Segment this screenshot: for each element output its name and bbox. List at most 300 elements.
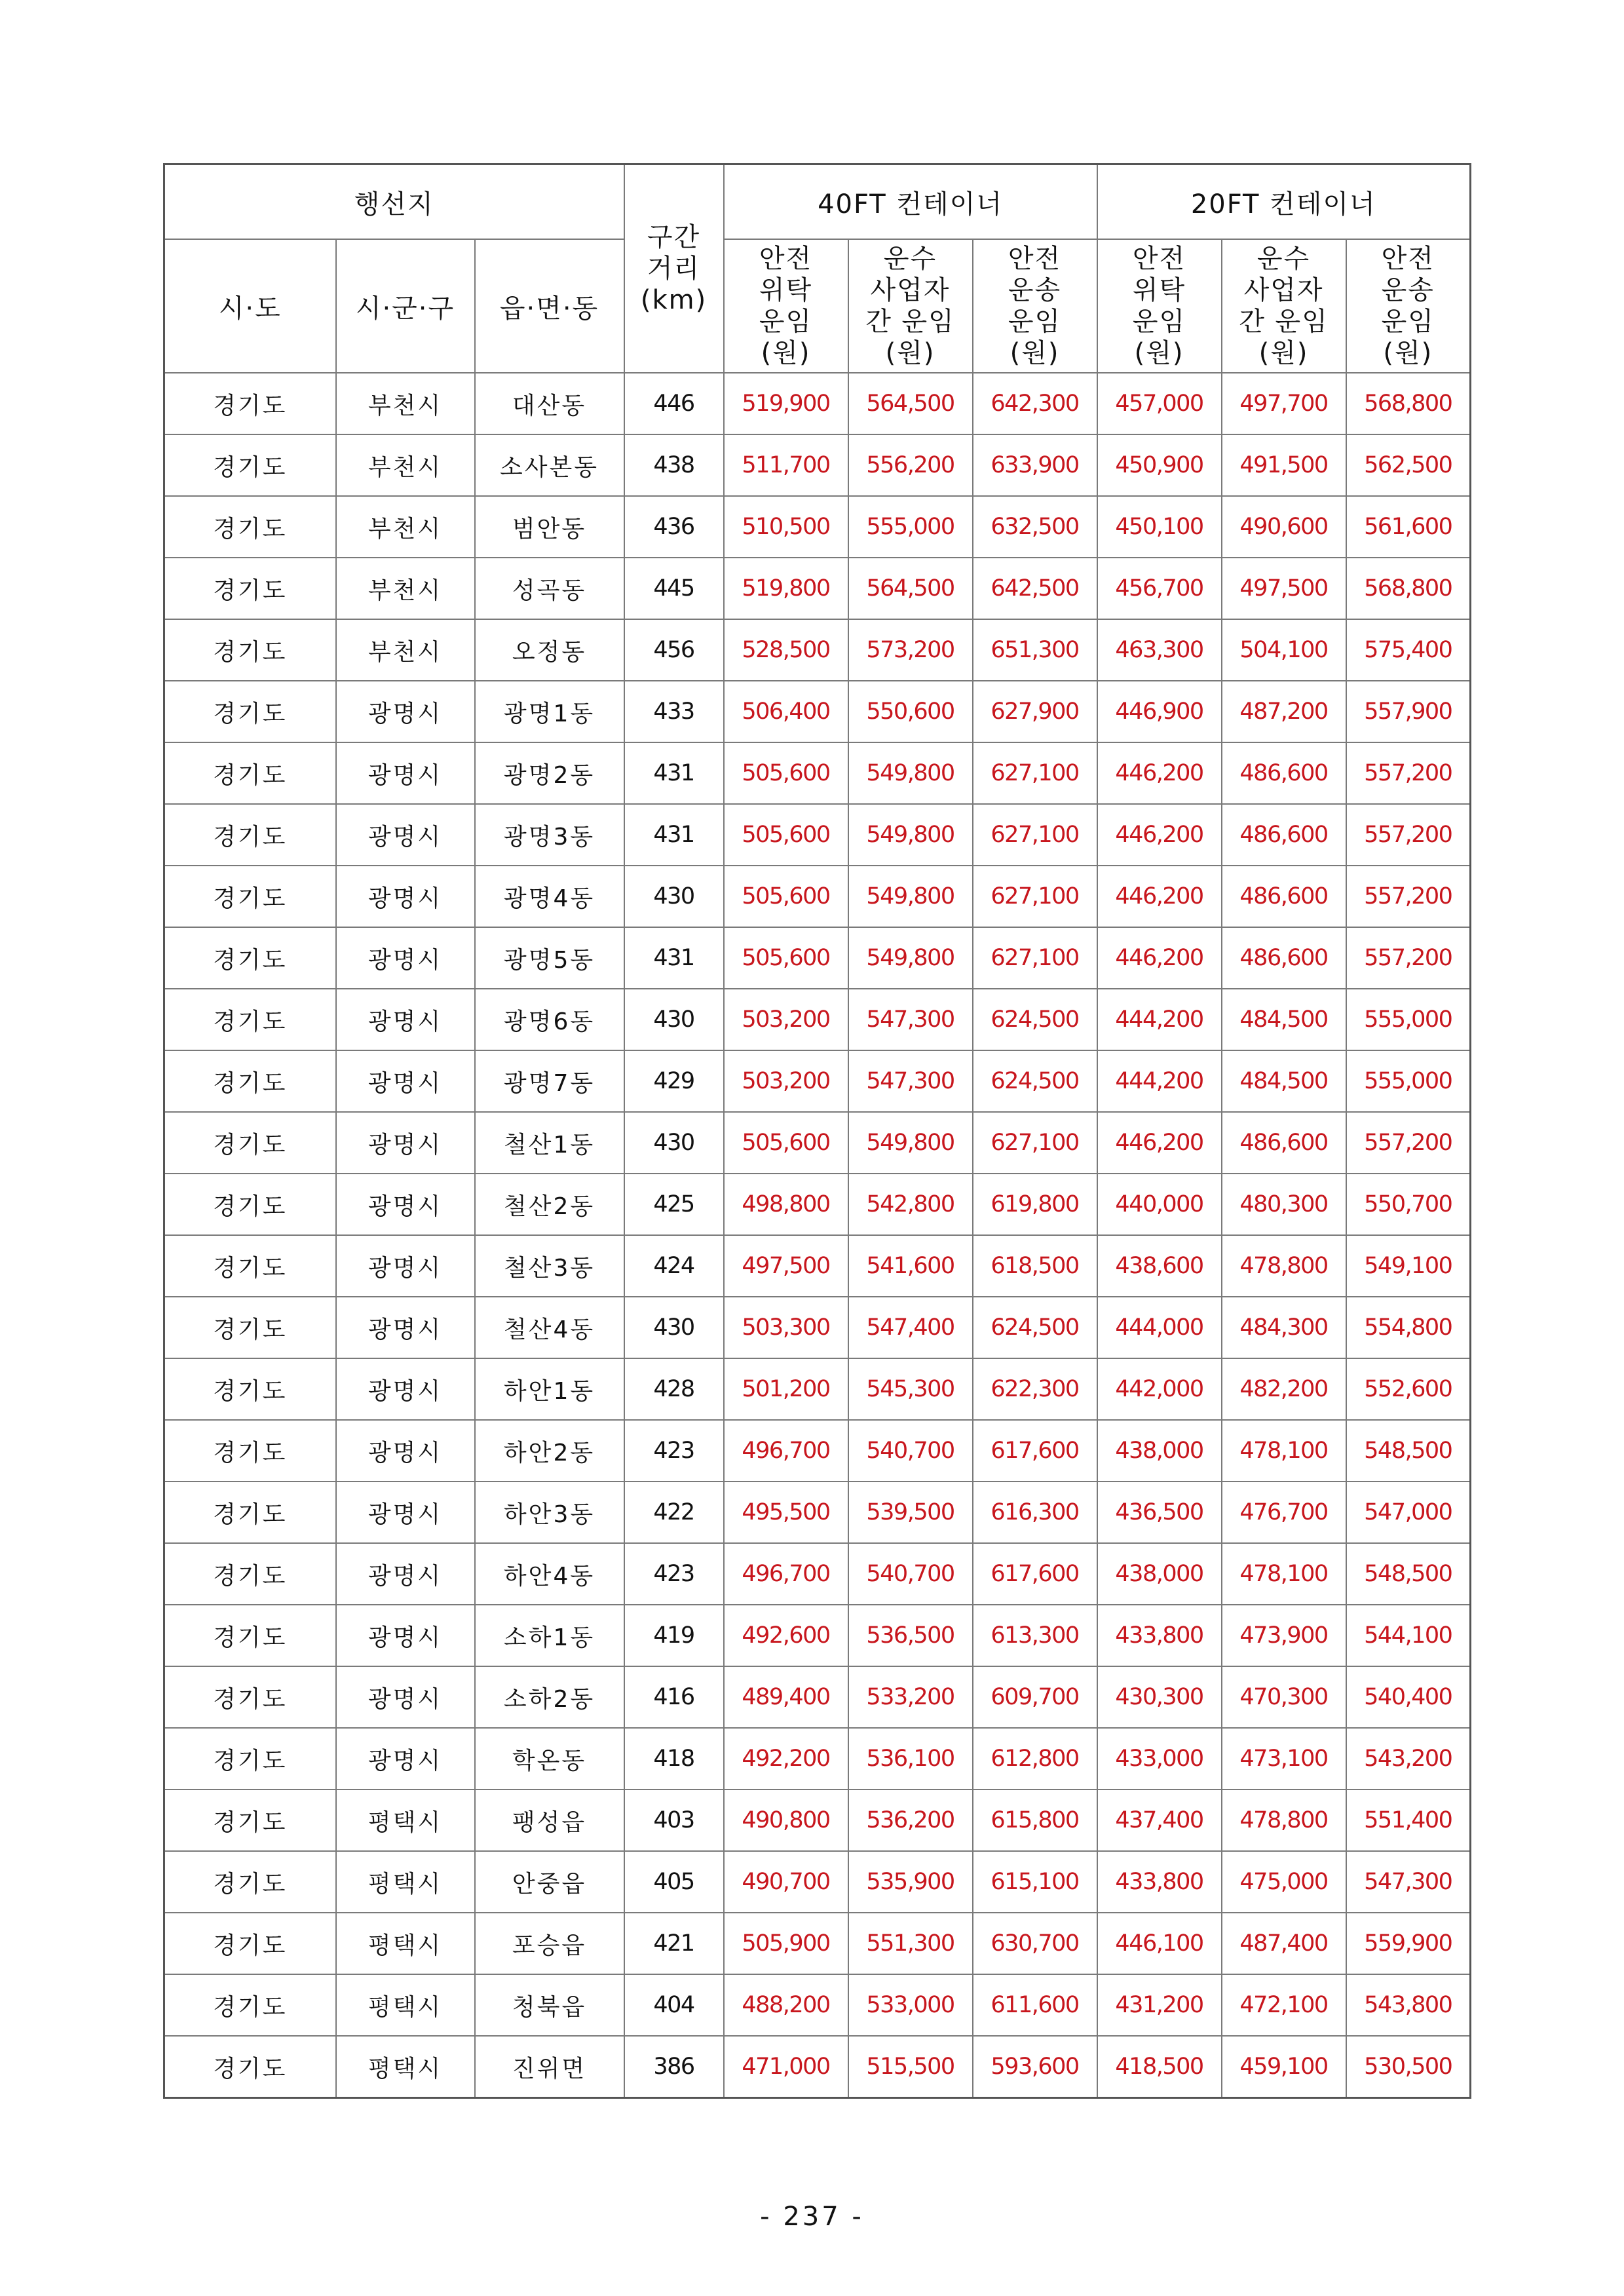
safe-transport-rate-40ft-cell: 611,600 <box>973 1974 1097 2036</box>
carrier-rate-20ft-cell: 487,400 <box>1222 1913 1346 1974</box>
carrier-rate-40ft-cell: 549,800 <box>848 804 973 866</box>
carrier-rate-20ft-cell: 478,800 <box>1222 1235 1346 1297</box>
safe-consign-rate-40ft-cell: 496,700 <box>724 1543 848 1605</box>
safe-consign-rate-20ft-cell: 444,200 <box>1097 989 1222 1050</box>
safe-transport-rate-20ft-cell: 575,400 <box>1346 619 1471 681</box>
carrier-rate-40ft-cell: 545,300 <box>848 1358 973 1420</box>
sigungu-cell: 평택시 <box>336 2036 475 2098</box>
distance-cell: 433 <box>624 681 724 742</box>
safe-transport-rate-20ft-header: 안전 운송 운임 (원) <box>1346 239 1471 373</box>
distance-cell: 431 <box>624 927 724 989</box>
carrier-rate-40ft-cell: 547,400 <box>848 1297 973 1358</box>
safe-transport-rate-40ft-cell: 633,900 <box>973 434 1097 496</box>
table-row <box>164 1174 1471 1235</box>
carrier-rate-40ft-cell: 564,500 <box>848 373 973 434</box>
carrier-rate-20ft-cell: 478,100 <box>1222 1420 1346 1482</box>
carrier-rate-20ft-cell: 480,300 <box>1222 1174 1346 1235</box>
safe-transport-rate-40ft-cell: 627,100 <box>973 927 1097 989</box>
table-row <box>164 1974 1471 2036</box>
sigungu-cell: 광명시 <box>336 1358 475 1420</box>
sido-cell: 경기도 <box>164 1112 336 1174</box>
safe-consign-rate-40ft-cell: 510,500 <box>724 496 848 558</box>
safe-transport-rate-40ft-cell: 609,700 <box>973 1666 1097 1728</box>
carrier-rate-40ft-cell: 549,800 <box>848 866 973 927</box>
safe-transport-rate-20ft-cell: 550,700 <box>1346 1174 1471 1235</box>
distance-cell: 386 <box>624 2036 724 2098</box>
safe-transport-rate-20ft-cell: 551,400 <box>1346 1789 1471 1851</box>
safe-transport-rate-40ft-cell: 630,700 <box>973 1913 1097 1974</box>
distance-cell: 429 <box>624 1050 724 1112</box>
table-row <box>164 1482 1471 1543</box>
carrier-rate-20ft-cell: 459,100 <box>1222 2036 1346 2098</box>
safe-consign-rate-20ft-cell: 446,200 <box>1097 927 1222 989</box>
safe-consign-rate-40ft-cell: 505,600 <box>724 804 848 866</box>
table-row <box>164 1851 1471 1913</box>
sido-cell: 경기도 <box>164 1789 336 1851</box>
safe-transport-rate-40ft-cell: 617,600 <box>973 1420 1097 1482</box>
eupmyeondong-header: 읍·면·동 <box>475 239 624 373</box>
safe-consign-rate-20ft-cell: 444,000 <box>1097 1297 1222 1358</box>
safe-transport-rate-20ft-cell: 568,800 <box>1346 558 1471 619</box>
distance-cell: 404 <box>624 1974 724 2036</box>
safe-transport-rate-40ft-cell: 627,100 <box>973 866 1097 927</box>
carrier-rate-40ft-cell: 539,500 <box>848 1482 973 1543</box>
safe-transport-rate-40ft-cell: 624,500 <box>973 989 1097 1050</box>
sigungu-cell: 광명시 <box>336 742 475 804</box>
table-row <box>164 558 1471 619</box>
carrier-rate-40ft-cell: 541,600 <box>848 1235 973 1297</box>
eupmyeondong-cell: 소하1동 <box>475 1605 624 1666</box>
safe-transport-rate-40ft-cell: 627,900 <box>973 681 1097 742</box>
distance-cell: 428 <box>624 1358 724 1420</box>
eupmyeondong-cell: 철산2동 <box>475 1174 624 1235</box>
group-40ft-header: 40FT 컨테이너 <box>724 164 1097 240</box>
eupmyeondong-cell: 안중읍 <box>475 1851 624 1913</box>
sigungu-cell: 광명시 <box>336 804 475 866</box>
safe-transport-rate-40ft-cell: 627,100 <box>973 1112 1097 1174</box>
safe-transport-rate-40ft-cell: 615,800 <box>973 1789 1097 1851</box>
freight-rate-table <box>163 163 1471 2099</box>
safe-consign-rate-40ft-cell: 471,000 <box>724 2036 848 2098</box>
sigungu-cell: 평택시 <box>336 1851 475 1913</box>
carrier-rate-40ft-header: 운수 사업자 간 운임 (원) <box>848 239 973 373</box>
sigungu-cell: 광명시 <box>336 1174 475 1235</box>
sido-cell: 경기도 <box>164 373 336 434</box>
sigungu-cell: 광명시 <box>336 1543 475 1605</box>
safe-consign-rate-40ft-cell: 505,600 <box>724 927 848 989</box>
sigungu-cell: 광명시 <box>336 1235 475 1297</box>
sido-cell: 경기도 <box>164 1728 336 1789</box>
carrier-rate-40ft-cell: 536,500 <box>848 1605 973 1666</box>
sigungu-cell: 광명시 <box>336 989 475 1050</box>
sido-cell: 경기도 <box>164 619 336 681</box>
safe-transport-rate-20ft-cell: 557,200 <box>1346 1112 1471 1174</box>
eupmyeondong-cell: 철산4동 <box>475 1297 624 1358</box>
safe-consign-rate-40ft-cell: 505,600 <box>724 1112 848 1174</box>
eupmyeondong-cell: 범안동 <box>475 496 624 558</box>
sigungu-cell: 광명시 <box>336 1420 475 1482</box>
table-row <box>164 1913 1471 1974</box>
safe-consign-rate-20ft-cell: 431,200 <box>1097 1974 1222 2036</box>
sido-cell: 경기도 <box>164 1851 336 1913</box>
carrier-rate-40ft-cell: 533,000 <box>848 1974 973 2036</box>
safe-consign-rate-20ft-cell: 450,100 <box>1097 496 1222 558</box>
safe-transport-rate-40ft-cell: 627,100 <box>973 742 1097 804</box>
safe-transport-rate-20ft-cell: 552,600 <box>1346 1358 1471 1420</box>
carrier-rate-40ft-cell: 549,800 <box>848 742 973 804</box>
safe-consign-rate-40ft-cell: 492,600 <box>724 1605 848 1666</box>
safe-consign-rate-20ft-cell: 446,200 <box>1097 742 1222 804</box>
carrier-rate-40ft-cell: 540,700 <box>848 1420 973 1482</box>
safe-consign-rate-20ft-cell: 440,000 <box>1097 1174 1222 1235</box>
carrier-rate-20ft-cell: 484,300 <box>1222 1297 1346 1358</box>
sido-cell: 경기도 <box>164 2036 336 2098</box>
safe-consign-rate-40ft-cell: 490,700 <box>724 1851 848 1913</box>
safe-transport-rate-20ft-cell: 543,800 <box>1346 1974 1471 2036</box>
safe-consign-rate-40ft-cell: 501,200 <box>724 1358 848 1420</box>
distance-cell: 436 <box>624 496 724 558</box>
carrier-rate-20ft-cell: 497,500 <box>1222 558 1346 619</box>
sido-header: 시·도 <box>164 239 336 373</box>
table-row <box>164 866 1471 927</box>
safe-consign-rate-20ft-cell: 463,300 <box>1097 619 1222 681</box>
carrier-rate-20ft-cell: 484,500 <box>1222 989 1346 1050</box>
safe-consign-rate-40ft-header: 안전 위탁 운임 (원) <box>724 239 848 373</box>
table-row <box>164 1112 1471 1174</box>
eupmyeondong-cell: 하안2동 <box>475 1420 624 1482</box>
carrier-rate-20ft-cell: 504,100 <box>1222 619 1346 681</box>
sido-cell: 경기도 <box>164 927 336 989</box>
safe-transport-rate-40ft-cell: 593,600 <box>973 2036 1097 2098</box>
distance-header: 구간 거리 (km) <box>624 164 724 373</box>
sido-cell: 경기도 <box>164 1235 336 1297</box>
carrier-rate-40ft-cell: 551,300 <box>848 1913 973 1974</box>
safe-consign-rate-40ft-cell: 497,500 <box>724 1235 848 1297</box>
safe-transport-rate-20ft-cell: 544,100 <box>1346 1605 1471 1666</box>
distance-cell: 423 <box>624 1420 724 1482</box>
sigungu-cell: 광명시 <box>336 1297 475 1358</box>
safe-transport-rate-40ft-cell: 617,600 <box>973 1543 1097 1605</box>
safe-consign-rate-40ft-cell: 505,600 <box>724 866 848 927</box>
safe-consign-rate-20ft-cell: 456,700 <box>1097 558 1222 619</box>
safe-consign-rate-20ft-cell: 446,100 <box>1097 1913 1222 1974</box>
table-row <box>164 681 1471 742</box>
safe-consign-rate-40ft-cell: 503,200 <box>724 989 848 1050</box>
safe-consign-rate-40ft-cell: 498,800 <box>724 1174 848 1235</box>
carrier-rate-40ft-cell: 515,500 <box>848 2036 973 2098</box>
safe-consign-rate-20ft-cell: 446,200 <box>1097 1112 1222 1174</box>
eupmyeondong-cell: 광명5동 <box>475 927 624 989</box>
safe-consign-rate-20ft-cell: 446,200 <box>1097 866 1222 927</box>
table-body <box>164 373 1471 2098</box>
table-row <box>164 2036 1471 2098</box>
safe-transport-rate-20ft-cell: 555,000 <box>1346 989 1471 1050</box>
table-row <box>164 1605 1471 1666</box>
safe-transport-rate-20ft-cell: 548,500 <box>1346 1420 1471 1482</box>
eupmyeondong-cell: 하안1동 <box>475 1358 624 1420</box>
carrier-rate-40ft-cell: 550,600 <box>848 681 973 742</box>
carrier-rate-20ft-cell: 486,600 <box>1222 1112 1346 1174</box>
safe-transport-rate-40ft-cell: 632,500 <box>973 496 1097 558</box>
sigungu-cell: 평택시 <box>336 1789 475 1851</box>
safe-transport-rate-40ft-cell: 642,300 <box>973 373 1097 434</box>
distance-cell: 418 <box>624 1728 724 1789</box>
safe-consign-rate-20ft-cell: 437,400 <box>1097 1789 1222 1851</box>
carrier-rate-20ft-cell: 487,200 <box>1222 681 1346 742</box>
safe-transport-rate-40ft-header: 안전 운송 운임 (원) <box>973 239 1097 373</box>
table-row <box>164 1358 1471 1420</box>
table-row <box>164 373 1471 434</box>
sigungu-cell: 광명시 <box>336 1482 475 1543</box>
carrier-rate-40ft-cell: 547,300 <box>848 1050 973 1112</box>
safe-transport-rate-20ft-cell: 561,600 <box>1346 496 1471 558</box>
eupmyeondong-cell: 철산1동 <box>475 1112 624 1174</box>
eupmyeondong-cell: 광명3동 <box>475 804 624 866</box>
eupmyeondong-cell: 오정동 <box>475 619 624 681</box>
distance-cell: 424 <box>624 1235 724 1297</box>
distance-cell: 430 <box>624 989 724 1050</box>
safe-transport-rate-20ft-cell: 547,000 <box>1346 1482 1471 1543</box>
sido-cell: 경기도 <box>164 496 336 558</box>
carrier-rate-40ft-cell: 533,200 <box>848 1666 973 1728</box>
sigungu-cell: 광명시 <box>336 1050 475 1112</box>
distance-cell: 445 <box>624 558 724 619</box>
sido-cell: 경기도 <box>164 866 336 927</box>
eupmyeondong-cell: 학온동 <box>475 1728 624 1789</box>
safe-transport-rate-20ft-cell: 557,200 <box>1346 804 1471 866</box>
table-row <box>164 1666 1471 1728</box>
safe-consign-rate-20ft-cell: 450,900 <box>1097 434 1222 496</box>
distance-cell: 423 <box>624 1543 724 1605</box>
safe-consign-rate-40ft-cell: 505,900 <box>724 1913 848 1974</box>
safe-consign-rate-20ft-cell: 430,300 <box>1097 1666 1222 1728</box>
distance-cell: 403 <box>624 1789 724 1851</box>
distance-cell: 416 <box>624 1666 724 1728</box>
carrier-rate-20ft-cell: 497,700 <box>1222 373 1346 434</box>
safe-transport-rate-20ft-cell: 530,500 <box>1346 2036 1471 2098</box>
sido-cell: 경기도 <box>164 1050 336 1112</box>
carrier-rate-40ft-cell: 542,800 <box>848 1174 973 1235</box>
table-row <box>164 619 1471 681</box>
carrier-rate-20ft-cell: 475,000 <box>1222 1851 1346 1913</box>
eupmyeondong-cell: 철산3동 <box>475 1235 624 1297</box>
group-20ft-header: 20FT 컨테이너 <box>1097 164 1471 240</box>
safe-transport-rate-20ft-cell: 557,900 <box>1346 681 1471 742</box>
safe-transport-rate-20ft-cell: 555,000 <box>1346 1050 1471 1112</box>
safe-consign-rate-40ft-cell: 528,500 <box>724 619 848 681</box>
safe-transport-rate-40ft-cell: 613,300 <box>973 1605 1097 1666</box>
carrier-rate-40ft-cell: 555,000 <box>848 496 973 558</box>
distance-cell: 430 <box>624 866 724 927</box>
distance-cell: 438 <box>624 434 724 496</box>
sigungu-cell: 부천시 <box>336 434 475 496</box>
safe-consign-rate-20ft-cell: 418,500 <box>1097 2036 1222 2098</box>
sido-cell: 경기도 <box>164 1605 336 1666</box>
sigungu-cell: 부천시 <box>336 496 475 558</box>
safe-transport-rate-20ft-cell: 559,900 <box>1346 1913 1471 1974</box>
safe-transport-rate-40ft-cell: 624,500 <box>973 1297 1097 1358</box>
sigungu-cell: 부천시 <box>336 619 475 681</box>
sido-cell: 경기도 <box>164 1297 336 1358</box>
distance-cell: 422 <box>624 1482 724 1543</box>
eupmyeondong-cell: 하안4동 <box>475 1543 624 1605</box>
safe-consign-rate-20ft-cell: 444,200 <box>1097 1050 1222 1112</box>
sido-cell: 경기도 <box>164 1174 336 1235</box>
eupmyeondong-cell: 팽성읍 <box>475 1789 624 1851</box>
eupmyeondong-cell: 광명2동 <box>475 742 624 804</box>
table-row <box>164 496 1471 558</box>
eupmyeondong-cell: 하안3동 <box>475 1482 624 1543</box>
carrier-rate-20ft-cell: 473,100 <box>1222 1728 1346 1789</box>
safe-transport-rate-20ft-cell: 547,300 <box>1346 1851 1471 1913</box>
eupmyeondong-cell: 대산동 <box>475 373 624 434</box>
sido-cell: 경기도 <box>164 681 336 742</box>
safe-consign-rate-20ft-cell: 433,800 <box>1097 1605 1222 1666</box>
safe-transport-rate-40ft-cell: 612,800 <box>973 1728 1097 1789</box>
carrier-rate-20ft-cell: 473,900 <box>1222 1605 1346 1666</box>
eupmyeondong-cell: 광명6동 <box>475 989 624 1050</box>
sigungu-cell: 광명시 <box>336 1666 475 1728</box>
safe-transport-rate-40ft-cell: 651,300 <box>973 619 1097 681</box>
safe-consign-rate-20ft-cell: 438,000 <box>1097 1543 1222 1605</box>
safe-transport-rate-20ft-cell: 557,200 <box>1346 866 1471 927</box>
carrier-rate-40ft-cell: 573,200 <box>848 619 973 681</box>
safe-transport-rate-40ft-cell: 618,500 <box>973 1235 1097 1297</box>
sido-cell: 경기도 <box>164 434 336 496</box>
safe-transport-rate-40ft-cell: 627,100 <box>973 804 1097 866</box>
distance-cell: 419 <box>624 1605 724 1666</box>
table-row <box>164 434 1471 496</box>
sido-cell: 경기도 <box>164 1543 336 1605</box>
safe-consign-rate-20ft-cell: 442,000 <box>1097 1358 1222 1420</box>
distance-cell: 456 <box>624 619 724 681</box>
carrier-rate-20ft-cell: 491,500 <box>1222 434 1346 496</box>
safe-consign-rate-20ft-header: 안전 위탁 운임 (원) <box>1097 239 1222 373</box>
sido-cell: 경기도 <box>164 1913 336 1974</box>
sigungu-cell: 부천시 <box>336 558 475 619</box>
carrier-rate-20ft-cell: 470,300 <box>1222 1666 1346 1728</box>
carrier-rate-20ft-header: 운수 사업자 간 운임 (원) <box>1222 239 1346 373</box>
safe-transport-rate-40ft-cell: 642,500 <box>973 558 1097 619</box>
sido-cell: 경기도 <box>164 1358 336 1420</box>
sigungu-cell: 평택시 <box>336 1974 475 2036</box>
sigungu-cell: 광명시 <box>336 1112 475 1174</box>
safe-consign-rate-40ft-cell: 505,600 <box>724 742 848 804</box>
table-row <box>164 1420 1471 1482</box>
carrier-rate-40ft-cell: 556,200 <box>848 434 973 496</box>
table-row <box>164 742 1471 804</box>
safe-transport-rate-20ft-cell: 543,200 <box>1346 1728 1471 1789</box>
safe-consign-rate-20ft-cell: 438,000 <box>1097 1420 1222 1482</box>
eupmyeondong-cell: 광명1동 <box>475 681 624 742</box>
carrier-rate-20ft-cell: 478,100 <box>1222 1543 1346 1605</box>
safe-transport-rate-20ft-cell: 554,800 <box>1346 1297 1471 1358</box>
eupmyeondong-cell: 성곡동 <box>475 558 624 619</box>
carrier-rate-20ft-cell: 490,600 <box>1222 496 1346 558</box>
safe-transport-rate-40ft-cell: 615,100 <box>973 1851 1097 1913</box>
distance-cell: 430 <box>624 1297 724 1358</box>
sido-cell: 경기도 <box>164 1974 336 2036</box>
table-row <box>164 804 1471 866</box>
carrier-rate-20ft-cell: 482,200 <box>1222 1358 1346 1420</box>
safe-consign-rate-40ft-cell: 503,200 <box>724 1050 848 1112</box>
safe-consign-rate-40ft-cell: 490,800 <box>724 1789 848 1851</box>
safe-consign-rate-20ft-cell: 446,900 <box>1097 681 1222 742</box>
safe-consign-rate-40ft-cell: 496,700 <box>724 1420 848 1482</box>
safe-consign-rate-40ft-cell: 503,300 <box>724 1297 848 1358</box>
sigungu-cell: 광명시 <box>336 681 475 742</box>
safe-consign-rate-40ft-cell: 511,700 <box>724 434 848 496</box>
carrier-rate-20ft-cell: 472,100 <box>1222 1974 1346 2036</box>
eupmyeondong-cell: 포승읍 <box>475 1913 624 1974</box>
safe-consign-rate-40ft-cell: 495,500 <box>724 1482 848 1543</box>
sigungu-cell: 광명시 <box>336 927 475 989</box>
safe-transport-rate-20ft-cell: 548,500 <box>1346 1543 1471 1605</box>
safe-transport-rate-20ft-cell: 557,200 <box>1346 742 1471 804</box>
sido-cell: 경기도 <box>164 1666 336 1728</box>
table-row <box>164 989 1471 1050</box>
sido-cell: 경기도 <box>164 742 336 804</box>
carrier-rate-40ft-cell: 535,900 <box>848 1851 973 1913</box>
safe-consign-rate-40ft-cell: 519,800 <box>724 558 848 619</box>
distance-cell: 446 <box>624 373 724 434</box>
safe-transport-rate-40ft-cell: 616,300 <box>973 1482 1097 1543</box>
table-row <box>164 927 1471 989</box>
distance-cell: 405 <box>624 1851 724 1913</box>
safe-consign-rate-20ft-cell: 457,000 <box>1097 373 1222 434</box>
table-row <box>164 1728 1471 1789</box>
carrier-rate-40ft-cell: 536,200 <box>848 1789 973 1851</box>
sido-cell: 경기도 <box>164 989 336 1050</box>
eupmyeondong-cell: 소하2동 <box>475 1666 624 1728</box>
safe-consign-rate-40ft-cell: 489,400 <box>724 1666 848 1728</box>
table-row <box>164 1297 1471 1358</box>
carrier-rate-20ft-cell: 486,600 <box>1222 866 1346 927</box>
distance-cell: 421 <box>624 1913 724 1974</box>
sigungu-header: 시·군·구 <box>336 239 475 373</box>
distance-cell: 425 <box>624 1174 724 1235</box>
carrier-rate-20ft-cell: 486,600 <box>1222 927 1346 989</box>
distance-cell: 430 <box>624 1112 724 1174</box>
sigungu-cell: 광명시 <box>336 1728 475 1789</box>
safe-transport-rate-40ft-cell: 619,800 <box>973 1174 1097 1235</box>
sido-cell: 경기도 <box>164 1482 336 1543</box>
carrier-rate-20ft-cell: 484,500 <box>1222 1050 1346 1112</box>
carrier-rate-20ft-cell: 478,800 <box>1222 1789 1346 1851</box>
safe-consign-rate-20ft-cell: 433,000 <box>1097 1728 1222 1789</box>
carrier-rate-40ft-cell: 549,800 <box>848 927 973 989</box>
carrier-rate-40ft-cell: 549,800 <box>848 1112 973 1174</box>
sido-cell: 경기도 <box>164 1420 336 1482</box>
sido-cell: 경기도 <box>164 558 336 619</box>
safe-consign-rate-40ft-cell: 519,900 <box>724 373 848 434</box>
eupmyeondong-cell: 광명4동 <box>475 866 624 927</box>
sido-cell: 경기도 <box>164 804 336 866</box>
safe-consign-rate-20ft-cell: 436,500 <box>1097 1482 1222 1543</box>
safe-transport-rate-40ft-cell: 622,300 <box>973 1358 1097 1420</box>
safe-transport-rate-20ft-cell: 562,500 <box>1346 434 1471 496</box>
carrier-rate-40ft-cell: 536,100 <box>848 1728 973 1789</box>
carrier-rate-40ft-cell: 540,700 <box>848 1543 973 1605</box>
sigungu-cell: 부천시 <box>336 373 475 434</box>
safe-consign-rate-40ft-cell: 506,400 <box>724 681 848 742</box>
table-row <box>164 1050 1471 1112</box>
sigungu-cell: 광명시 <box>336 866 475 927</box>
sigungu-cell: 광명시 <box>336 1605 475 1666</box>
distance-cell: 431 <box>624 742 724 804</box>
safe-consign-rate-40ft-cell: 492,200 <box>724 1728 848 1789</box>
safe-transport-rate-20ft-cell: 549,100 <box>1346 1235 1471 1297</box>
